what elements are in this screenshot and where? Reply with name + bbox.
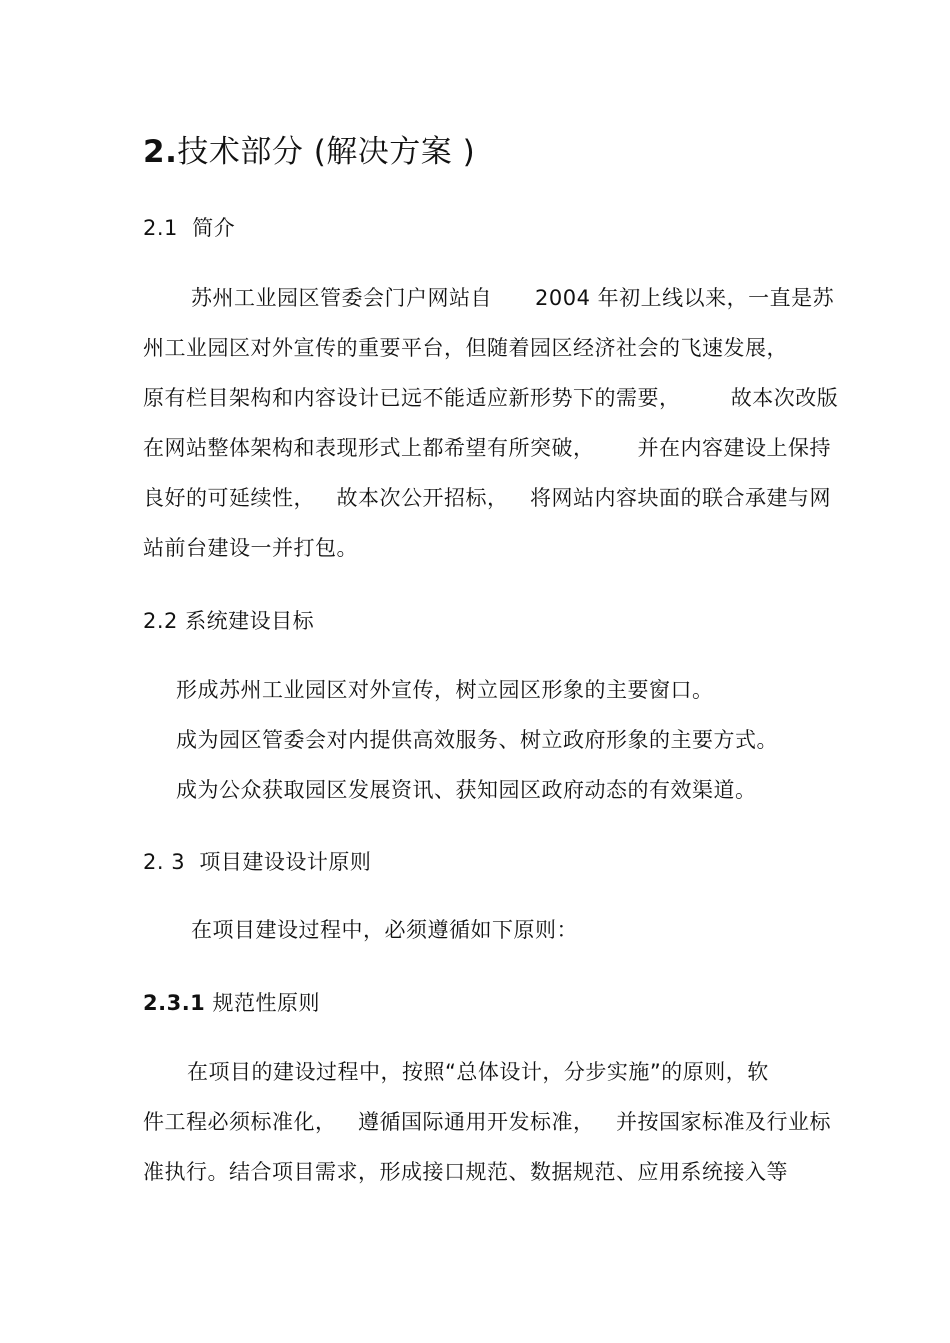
section-2-3-heading: 2. 3 项目建设设计原则 <box>143 850 372 874</box>
goal-item: 成为公众获取园区发展资讯、获知园区政府动态的有效渠道。 <box>176 778 757 802</box>
page-title <box>143 132 475 172</box>
title-number: 2. <box>143 134 178 170</box>
section-2-1-paragraph-line: 原有栏目架构和内容设计已远不能适应新形势下的需要， 故本次改版 <box>143 386 839 410</box>
section-2-1-paragraph-line: 在网站整体架构和表现形式上都希望有所突破， 并在内容建设上保持 <box>143 436 832 460</box>
section-2-3-intro: 在项目建设过程中，必须遵循如下原则： <box>191 918 578 942</box>
section-2-1-heading: 2.1 简介 <box>143 216 236 240</box>
section-2-3-1-title: 规范性原则 <box>205 991 320 1015</box>
section-2-3-1-paragraph-line: 在项目的建设过程中，按照“总体设计，分步实施”的原则，软 <box>187 1060 769 1084</box>
goal-item: 成为园区管委会对内提供高效服务、树立政府形象的主要方式。 <box>176 728 778 752</box>
section-2-1-paragraph-line: 良好的可延续性， 故本次公开招标， 将网站内容块面的联合承建与网 <box>143 486 832 510</box>
section-2-3-1-paragraph-line: 件工程必须标准化， 遵循国际通用开发标准， 并按国家标准及行业标 <box>143 1110 832 1134</box>
section-2-1-paragraph-line: 站前台建设一并打包。 <box>143 536 358 560</box>
section-2-1-paragraph-line: 州工业园区对外宣传的重要平台，但随着园区经济社会的飞速发展， <box>143 336 788 360</box>
section-2-1-paragraph-line: 苏州工业园区管委会门户网站自 2004 年初上线以来，一直是苏 <box>191 286 835 310</box>
section-2-3-1-paragraph-line: 准执行。结合项目需求，形成接口规范、数据规范、应用系统接入等 <box>143 1160 788 1184</box>
goal-item: 形成苏州工业园区对外宣传，树立园区形象的主要窗口。 <box>176 678 714 702</box>
section-2-2-heading: 2.2 系统建设目标 <box>143 609 315 633</box>
section-2-3-1-number: 2.3.1 <box>143 991 206 1015</box>
title-text: 技术部分 (解决方案 ) <box>177 134 476 170</box>
section-2-3-1-heading <box>143 989 320 1017</box>
